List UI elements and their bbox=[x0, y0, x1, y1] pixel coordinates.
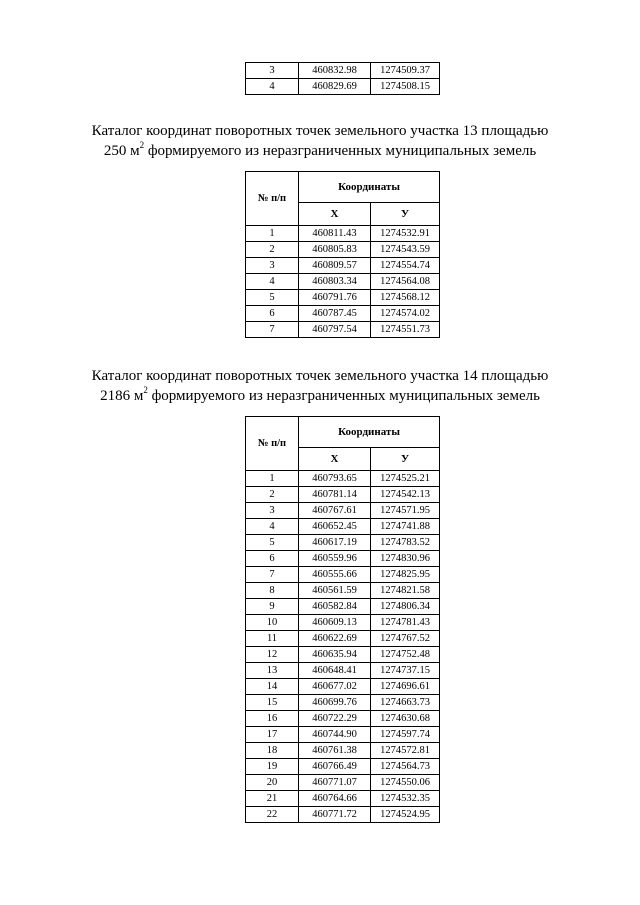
table-row bbox=[246, 258, 440, 274]
cell-y: 1274825.95 bbox=[371, 567, 440, 583]
cell-x: 460555.66 bbox=[299, 567, 371, 583]
cell-point-number: 5 bbox=[246, 535, 299, 551]
table-body bbox=[246, 226, 440, 338]
cell-x: 460791.76 bbox=[299, 290, 371, 306]
table-row bbox=[246, 290, 440, 306]
cell-y: 1274572.81 bbox=[371, 743, 440, 759]
coordinates-table-13 bbox=[245, 171, 440, 338]
cell-x: 460622.69 bbox=[299, 631, 371, 647]
cell-point-number: 14 bbox=[246, 679, 299, 695]
cell-point-number: 4 bbox=[246, 274, 299, 290]
cell-x: 460609.13 bbox=[299, 615, 371, 631]
cell-y: 1274781.43 bbox=[371, 615, 440, 631]
header-y: У bbox=[371, 203, 440, 226]
cell-y: 1274597.74 bbox=[371, 727, 440, 743]
cell-x: 460797.54 bbox=[299, 322, 371, 338]
cell-x: 460832.98 bbox=[299, 63, 371, 79]
cell-point-number: 6 bbox=[246, 551, 299, 567]
caption-line-2-rest: формируемого из неразграниченных муниципальных земель bbox=[144, 143, 537, 159]
cell-y: 1274532.35 bbox=[371, 791, 440, 807]
cell-x: 460829.69 bbox=[299, 79, 371, 95]
cell-x: 460677.02 bbox=[299, 679, 371, 695]
table-row bbox=[246, 615, 440, 631]
cell-y: 1274630.68 bbox=[371, 711, 440, 727]
cell-point-number: 4 bbox=[246, 79, 299, 95]
area-unit-superscript: 2 bbox=[143, 385, 148, 395]
cell-y: 1274524.95 bbox=[371, 807, 440, 823]
cell-y: 1274830.96 bbox=[371, 551, 440, 567]
cell-y: 1274737.15 bbox=[371, 663, 440, 679]
cell-y: 1274806.34 bbox=[371, 599, 440, 615]
cell-x: 460559.96 bbox=[299, 551, 371, 567]
cell-y: 1274783.52 bbox=[371, 535, 440, 551]
caption-line-2 bbox=[0, 386, 640, 406]
table-row bbox=[246, 242, 440, 258]
cell-x: 460744.90 bbox=[299, 727, 371, 743]
table-row bbox=[246, 695, 440, 711]
cell-y: 1274564.73 bbox=[371, 759, 440, 775]
caption-line-2-rest: формируемого из неразграниченных муниципальных земель bbox=[147, 388, 540, 404]
table-header bbox=[246, 417, 440, 471]
cell-point-number: 3 bbox=[246, 63, 299, 79]
table-header bbox=[246, 172, 440, 226]
table-row bbox=[246, 743, 440, 759]
cell-point-number: 3 bbox=[246, 503, 299, 519]
cell-x: 460805.83 bbox=[299, 242, 371, 258]
cell-x: 460652.45 bbox=[299, 519, 371, 535]
cell-x: 460635.94 bbox=[299, 647, 371, 663]
cell-y: 1274550.06 bbox=[371, 775, 440, 791]
table-row bbox=[246, 487, 440, 503]
cell-x: 460793.65 bbox=[299, 471, 371, 487]
header-num: № п/п bbox=[246, 172, 299, 226]
cell-point-number: 22 bbox=[246, 807, 299, 823]
cell-point-number: 3 bbox=[246, 258, 299, 274]
cell-x: 460809.57 bbox=[299, 258, 371, 274]
table-row bbox=[246, 759, 440, 775]
cell-x: 460781.14 bbox=[299, 487, 371, 503]
cell-point-number: 1 bbox=[246, 226, 299, 242]
cell-x: 460767.61 bbox=[299, 503, 371, 519]
cell-y: 1274532.91 bbox=[371, 226, 440, 242]
cell-y: 1274509.37 bbox=[371, 63, 440, 79]
table-row bbox=[246, 535, 440, 551]
table-row bbox=[246, 274, 440, 290]
table-row bbox=[246, 503, 440, 519]
section-14-caption bbox=[0, 366, 640, 406]
coordinates-table-14 bbox=[245, 416, 440, 823]
cell-point-number: 21 bbox=[246, 791, 299, 807]
cell-y: 1274508.15 bbox=[371, 79, 440, 95]
cell-y: 1274564.08 bbox=[371, 274, 440, 290]
cell-y: 1274542.13 bbox=[371, 487, 440, 503]
cell-y: 1274767.52 bbox=[371, 631, 440, 647]
cell-point-number: 8 bbox=[246, 583, 299, 599]
header-x: Х bbox=[299, 203, 371, 226]
cell-x: 460761.38 bbox=[299, 743, 371, 759]
cell-x: 460771.72 bbox=[299, 807, 371, 823]
table-row bbox=[246, 631, 440, 647]
table-row bbox=[246, 567, 440, 583]
table-row bbox=[246, 791, 440, 807]
cell-x: 460764.66 bbox=[299, 791, 371, 807]
table-row bbox=[246, 679, 440, 695]
area-value: 250 м bbox=[103, 143, 140, 159]
header-num: № п/п bbox=[246, 417, 299, 471]
cell-point-number: 4 bbox=[246, 519, 299, 535]
table-row bbox=[246, 663, 440, 679]
cell-y: 1274554.74 bbox=[371, 258, 440, 274]
cell-x: 460787.45 bbox=[299, 306, 371, 322]
table-row bbox=[246, 583, 440, 599]
cell-y: 1274696.61 bbox=[371, 679, 440, 695]
table-row bbox=[246, 775, 440, 791]
table-row bbox=[246, 306, 440, 322]
area-value: 2186 м bbox=[100, 388, 144, 404]
cell-y: 1274574.02 bbox=[371, 306, 440, 322]
cell-x: 460766.49 bbox=[299, 759, 371, 775]
cell-point-number: 15 bbox=[246, 695, 299, 711]
header-coords: Координаты bbox=[299, 172, 440, 203]
table-row bbox=[246, 63, 440, 79]
table-body bbox=[246, 63, 440, 95]
table-row bbox=[246, 647, 440, 663]
table-row bbox=[246, 519, 440, 535]
header-coords: Координаты bbox=[299, 417, 440, 448]
table-row bbox=[246, 79, 440, 95]
cell-y: 1274571.95 bbox=[371, 503, 440, 519]
cell-x: 460561.59 bbox=[299, 583, 371, 599]
header-x: Х bbox=[299, 448, 371, 471]
section-13-caption bbox=[0, 121, 640, 161]
cell-point-number: 13 bbox=[246, 663, 299, 679]
caption-line-1: Каталог координат поворотных точек земельного участка 14 площадью bbox=[91, 368, 549, 384]
header-y: У bbox=[371, 448, 440, 471]
cell-point-number: 20 bbox=[246, 775, 299, 791]
coordinates-table-continued bbox=[245, 62, 440, 95]
cell-point-number: 10 bbox=[246, 615, 299, 631]
cell-point-number: 7 bbox=[246, 322, 299, 338]
cell-y: 1274752.48 bbox=[371, 647, 440, 663]
table-row bbox=[246, 551, 440, 567]
table-body bbox=[246, 471, 440, 823]
cell-y: 1274663.73 bbox=[371, 695, 440, 711]
cell-x: 460617.19 bbox=[299, 535, 371, 551]
cell-point-number: 2 bbox=[246, 487, 299, 503]
cell-x: 460722.29 bbox=[299, 711, 371, 727]
cell-point-number: 18 bbox=[246, 743, 299, 759]
cell-point-number: 9 bbox=[246, 599, 299, 615]
table-row bbox=[246, 727, 440, 743]
table-row bbox=[246, 807, 440, 823]
cell-point-number: 12 bbox=[246, 647, 299, 663]
cell-point-number: 2 bbox=[246, 242, 299, 258]
table-row bbox=[246, 599, 440, 615]
cell-x: 460582.84 bbox=[299, 599, 371, 615]
cell-y: 1274568.12 bbox=[371, 290, 440, 306]
cell-point-number: 7 bbox=[246, 567, 299, 583]
cell-point-number: 6 bbox=[246, 306, 299, 322]
area-unit-superscript: 2 bbox=[139, 140, 145, 150]
cell-point-number: 19 bbox=[246, 759, 299, 775]
table-row bbox=[246, 471, 440, 487]
cell-x: 460811.43 bbox=[299, 226, 371, 242]
cell-point-number: 5 bbox=[246, 290, 299, 306]
cell-point-number: 17 bbox=[246, 727, 299, 743]
cell-point-number: 11 bbox=[246, 631, 299, 647]
cell-x: 460648.41 bbox=[299, 663, 371, 679]
cell-y: 1274543.59 bbox=[371, 242, 440, 258]
table-row bbox=[246, 226, 440, 242]
table-row bbox=[246, 322, 440, 338]
cell-x: 460771.07 bbox=[299, 775, 371, 791]
cell-x: 460699.76 bbox=[299, 695, 371, 711]
cell-point-number: 1 bbox=[246, 471, 299, 487]
table-row bbox=[246, 711, 440, 727]
caption-line-1: Каталог координат поворотных точек земельного участка 13 площадью bbox=[91, 123, 549, 139]
cell-y: 1274525.21 bbox=[371, 471, 440, 487]
caption-line-2 bbox=[0, 141, 640, 161]
cell-y: 1274741.88 bbox=[371, 519, 440, 535]
cell-x: 460803.34 bbox=[299, 274, 371, 290]
cell-y: 1274551.73 bbox=[371, 322, 440, 338]
cell-y: 1274821.58 bbox=[371, 583, 440, 599]
cell-point-number: 16 bbox=[246, 711, 299, 727]
